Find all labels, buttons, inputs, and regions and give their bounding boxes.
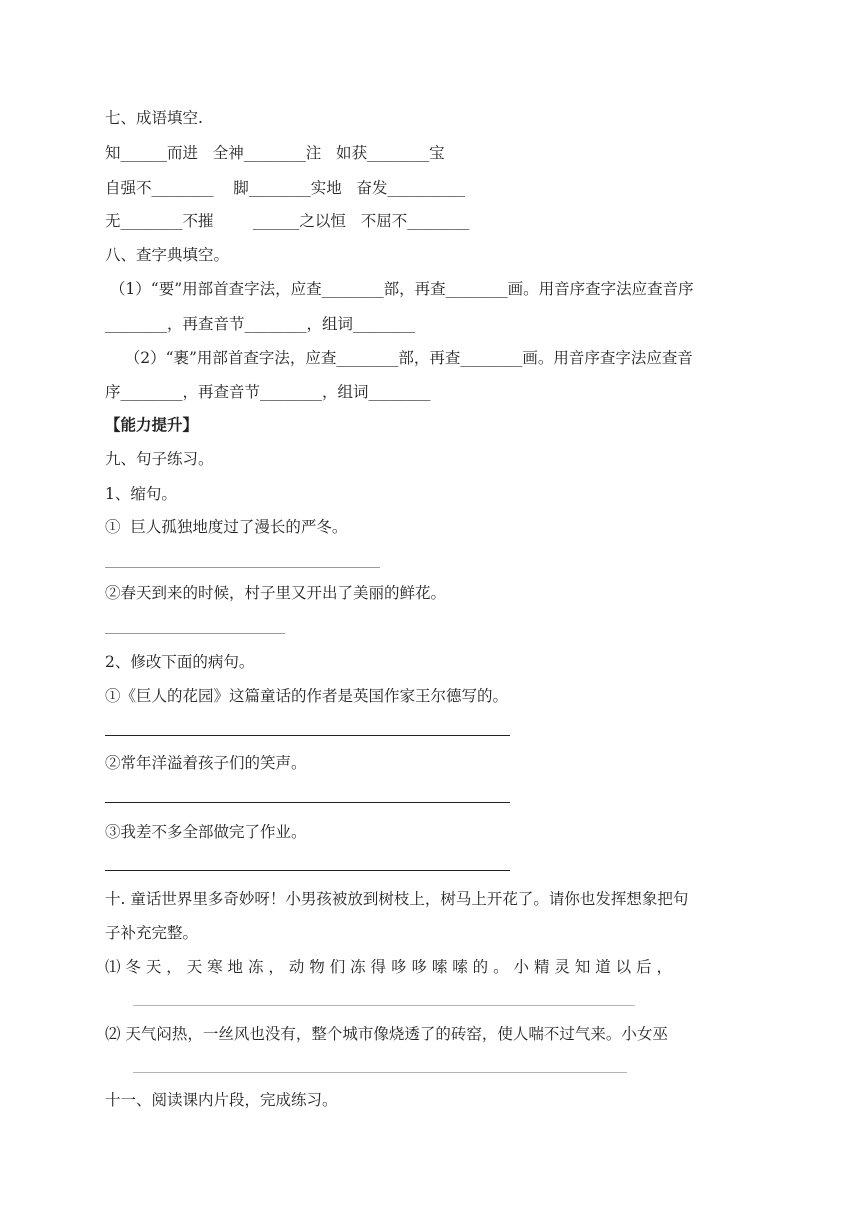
section9-heading: 九、句子练习。 <box>105 450 214 468</box>
dictionary-q2-line1: （2）“裹”用部首查字法，应查________部，再查________画。用音序查字法应查音 <box>105 349 693 367</box>
imagine-item-1: ⑴ 冬 天 ， 天 寒 地 冻 ， 动 物 们 冻 得 哆 哆 嗦 嗦 的 。 小 精 灵 知 道 以 后 ， <box>105 958 673 976</box>
answer-line <box>133 1005 635 1006</box>
answer-line <box>105 870 510 871</box>
shorten-item-2: ②春天到来的时候，村子里又开出了美丽的鲜花。 <box>105 584 447 602</box>
section10-heading-line1: 十. 童话世界里多奇妙呀！小男孩被放到树枝上，树马上开花了。请你也发挥想象把句 <box>105 890 689 908</box>
fix-sentence-item-2: ②常年洋溢着孩子们的笑声。 <box>105 754 307 772</box>
section8-heading: 八、查字典填空。 <box>105 246 230 264</box>
dictionary-q1-line2: ________，再查音节________，组词________ <box>105 315 416 333</box>
answer-line <box>105 735 510 736</box>
idiom-row-3: 无________不摧 ______之以恒 不屈不________ <box>105 212 470 230</box>
fix-sentence-heading: 2、修改下面的病句。 <box>105 653 255 671</box>
section10-heading-line2: 子补充完整。 <box>105 924 199 942</box>
section7-heading: 七、成语填空. <box>105 109 203 127</box>
answer-line <box>133 1072 627 1073</box>
dictionary-q2-line2: 序________，再查音节________，组词________ <box>105 383 431 401</box>
section11-heading: 十一、阅读课内片段，完成练习。 <box>105 1091 338 1109</box>
shorten-heading: 1、缩句。 <box>105 485 177 503</box>
fix-sentence-item-1: ①《巨人的花园》这篇童话的作者是英国作家王尔德写的。 <box>105 687 509 705</box>
answer-line <box>105 802 510 803</box>
fix-sentence-item-3: ③我差不多全部做完了作业。 <box>105 823 307 841</box>
answer-line <box>105 633 285 634</box>
answer-line <box>105 567 380 568</box>
imagine-item-2: ⑵ 天气闷热，一丝风也没有，整个城市像烧透了的砖窑，使人喘不过气来。小女巫 <box>105 1025 668 1043</box>
ability-heading: 【能力提升】 <box>105 415 199 434</box>
idiom-row-1: 知______而进 全神________注 如获________宝 <box>105 144 445 162</box>
idiom-row-2: 自强不________ 脚________实地 奋发__________ <box>105 179 465 197</box>
dictionary-q1-line1: （1）“要”用部首查字法，应查________部，再查________画。用音序查字法应查音序 <box>105 280 694 298</box>
shorten-item-1: ① 巨人孤独地度过了漫长的严冬。 <box>105 518 348 536</box>
